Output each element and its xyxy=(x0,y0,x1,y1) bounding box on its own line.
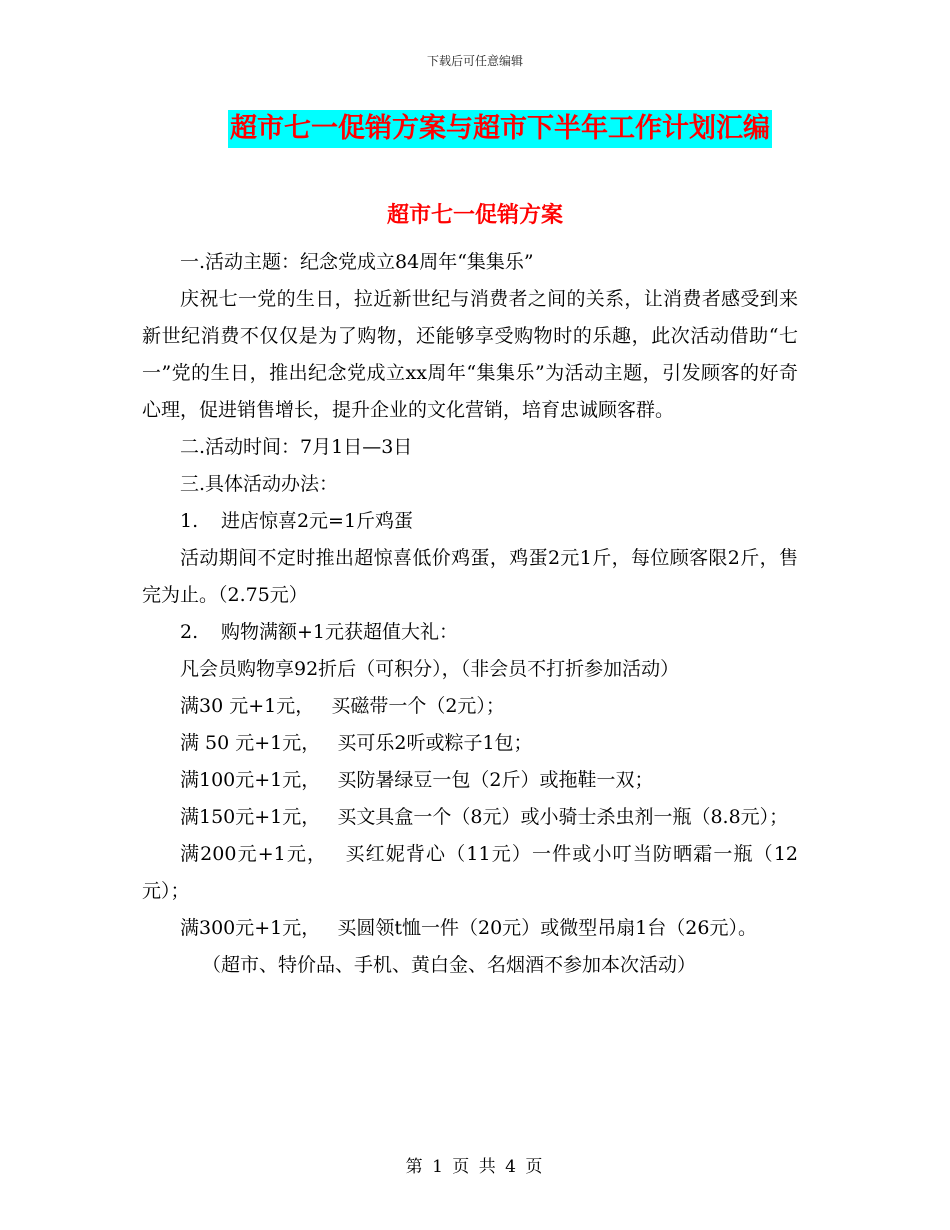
tier-threshold: 满200元+1元， xyxy=(180,843,328,865)
list-item-2 xyxy=(142,614,798,651)
paragraph-methods: 三.具体活动办法： xyxy=(180,473,339,495)
tier-threshold: 满150元+1元， xyxy=(180,806,321,828)
main-title-container xyxy=(0,110,950,148)
tier-threshold: 满300元+1元， xyxy=(180,917,321,939)
tier-reward: 买可乐2听或粽子1包； xyxy=(337,732,533,754)
main-title: 超市七一促销方案与超市下半年工作计划汇编 xyxy=(228,110,772,148)
paragraph-intro: 庆祝七一党的生日，拉近新世纪与消费者之间的关系，让消费者感受到来新世纪消费不仅仅是为了购物，还能够享受购物时的乐趣，此次活动借助“七一”党的生日，推出纪念党成立xx周年“集集乐”为活动主题，引发顾客的好奇心理，促进销售增长，提升企业的文化营销，培育忠诚顾客群。 xyxy=(142,288,798,421)
tier-reward: 买文具盒一个（8元）或小骑士杀虫剂一瓶（8.8元）； xyxy=(337,806,789,828)
tier-threshold: 满 50 元+1元， xyxy=(180,732,321,754)
tier-row xyxy=(142,799,798,836)
paragraph-time: 二.活动时间：7月1日—3日 xyxy=(180,436,413,458)
tier-row xyxy=(142,836,798,910)
tier-reward: 买圆领t恤一件（20元）或微型吊扇1台（26元）。 xyxy=(337,917,757,939)
tier-reward: 买防暑绿豆一包（2斤）或拖鞋一双； xyxy=(337,769,654,791)
paragraph-member: 凡会员购物享92折后（可积分），（非会员不打折参加活动） xyxy=(180,658,680,680)
header-note: 下载后可任意编辑 xyxy=(426,54,523,68)
tier-row xyxy=(142,725,798,762)
list-item-2-text: 购物满额+1元获超值大礼： xyxy=(220,621,458,643)
tier-threshold: 满100元+1元， xyxy=(180,769,321,791)
document-body xyxy=(142,244,798,984)
list-item-2-number: 2. xyxy=(180,621,199,643)
tier-row xyxy=(142,762,798,799)
tier-reward: 买磁带一个（2元）； xyxy=(331,695,505,717)
exclusion-note: （超市、特价品、手机、黄白金、名烟酒不参加本次活动） xyxy=(202,954,697,976)
list-item-1-number: 1. xyxy=(180,510,199,532)
tier-row xyxy=(142,910,798,947)
list-item-1 xyxy=(142,503,798,540)
paragraph-eggs: 活动期间不定时推出超惊喜低价鸡蛋，鸡蛋2元1斤，每位顾客限2斤，售完为止。（2.75元） xyxy=(142,547,798,606)
tier-row xyxy=(142,688,798,725)
section-title: 超市七一促销方案 xyxy=(386,202,563,228)
tier-threshold: 满30 元+1元， xyxy=(180,695,315,717)
paragraph-theme: 一.活动主题：纪念党成立84周年“集集乐” xyxy=(180,251,534,273)
page-footer: 第 1 页 共 4 页 xyxy=(405,1157,545,1177)
tier-reward: 买红妮背心（11元）一件或小叮当防晒霜一瓶（12元）； xyxy=(142,843,799,902)
list-item-1-text: 进店惊喜2元=1斤鸡蛋 xyxy=(220,510,414,532)
